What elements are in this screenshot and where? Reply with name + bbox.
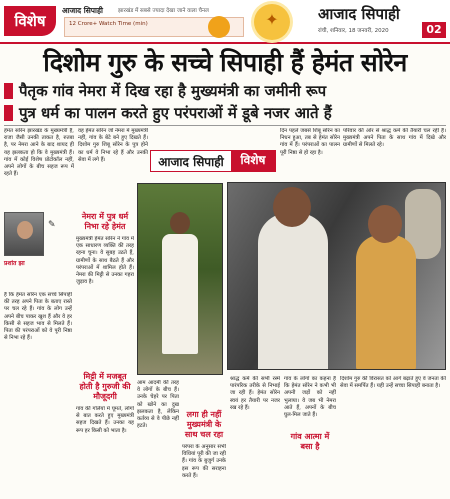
ad-strip: 12 Crore+ Watch Time (min)	[64, 17, 244, 37]
red-bullet-icon	[4, 83, 13, 99]
subhead-2	[4, 102, 446, 124]
author-name: प्रशांत झा	[4, 260, 25, 267]
photo-hemant-with-child	[227, 182, 446, 370]
red-bullet-icon	[4, 105, 13, 121]
article-column-5-bottom: गांव के लोगों का कहना है कि हेमंत सोरेन ने कभी भी अपनी जड़ों को नहीं भुलाया। वे जब भी नेमरा आते हैं, अपनों के बीच घुल-मिल जाते हैं।	[284, 376, 336, 419]
author-photo	[4, 212, 44, 256]
divider	[4, 125, 446, 126]
banner-red-label: विशेष	[231, 151, 275, 171]
article-column-1-top: हेमंत सोरेन झारखंड के मुख्यमंत्री हैं, राजा जैसी उनकी ताकत है, रुतबा है, पर नेमरा आने के बाद शायद ही यह झलकता हो कि वे मुख्यमंत्री हैं। गांव में कोई विशेष प्रोटोकॉल नहीं, अपने लोगों के बीच सहज रूप में रहते हैं।	[4, 128, 74, 178]
person-head	[170, 212, 190, 234]
ad-badge-icon	[208, 16, 230, 38]
article-column-3-bottom: परंपरा के अनुसार सभी विधियां पूरी की जा रही हैं। गांव के बुजुर्ग उनके इस रूप की सराहना करते हैं।	[182, 444, 226, 479]
photo-hemant-standing	[137, 183, 223, 375]
mini-brand: आजाद सिपाही	[62, 6, 103, 15]
article-column-2-bottom: गांव की गलियों में घूमते, लोगों से बात करते हुए मुख्यमंत्री सहज दिखते हैं। उनका यह रूप हर किसी को भाता है।	[76, 406, 134, 434]
article-column-3-mid: आम आदमी की तरह वे लोगों के बीच हैं। उनके चेहरे पर पिता को खोने का दुख झलकता है, लेकिन कर्तव्य से वे पीछे नहीं हटते।	[137, 380, 179, 430]
main-headline: दिशोम गुरु के सच्चे सिपाही हैं हेमंत सोरेन	[43, 48, 407, 77]
page-number: 02	[422, 22, 446, 38]
photo-child-head	[368, 205, 402, 243]
byline	[4, 212, 66, 290]
article-column-2-top: वह हेमंत सोरेन जो नेमरा में मुख्यमंत्री नहीं, गांव के बेटे बने हुए दिखते हैं। दिशोम गुरु शिबू सोरेन के पुत्र होने का धर्म वे निभा रहे हैं और उनकी सेवा में लगे हैं।	[78, 128, 148, 163]
article-column-4-bottom: श्राद्ध कर्म की सभी रस्में पारंपरिक तरीके से निभाई जा रही हैं। हेमंत सोरेन स्वयं हर तैयारी पर नजर रख रहे हैं।	[230, 376, 280, 411]
mini-tagline: झारखंड में सबसे ज्यादा देखा जाने वाला चैनल	[118, 8, 209, 14]
subhead-1	[4, 80, 446, 102]
section-tag: विशेष	[4, 6, 56, 36]
photo-child-figure	[356, 235, 416, 370]
subhead-2-text: पुत्र धर्म का पालन करते हुए परंपराओं में डूबे नजर आते हैं	[19, 104, 332, 122]
photo-man-figure	[258, 213, 328, 370]
article-column-3-top: दिन पहले जबसे शिबू सोरेन का निधन हुआ, तब से हेमंत सोरेन गांव में हैं। परंपराओं का पालन पूरी निष्ठा से हो रहा है।	[280, 128, 340, 156]
paper-name: आजाद सिपाही	[318, 5, 400, 23]
section-head-1: नेमरा में पुत्र धर्म निभा रहे हेमंत	[81, 212, 129, 231]
article-column-6-bottom: दिशोम गुरु की विरासत को आगे बढ़ाते हुए वे जनता की सेवा में समर्पित हैं। यही उन्हें सच्चा सिपाही बनाता है।	[340, 376, 446, 390]
article-column-2-mid: मुख्यमंत्री हेमंत सोरेन ने गांव में एक साधारण व्यक्ति की तरह रहना चुना। वे सुबह उठते हैं, ग्रामीणों के साथ बैठते हैं और परंपराओं में शामिल होते हैं। नेमरा की मिट्टी से उनका गहरा जुड़ाव है।	[76, 236, 134, 286]
person-body	[162, 234, 198, 354]
photo-man-head	[273, 187, 311, 227]
section-banner	[150, 150, 276, 172]
subhead-1-text: पैतृक गांव नेमरा में दिख रहा है मुख्यमंत्री का जमीनी रूप	[19, 82, 327, 100]
masthead	[0, 0, 450, 44]
article-column-4-top: परिवार की ओर से श्राद्ध कर्म की तैयारी चल रही है। मुख्यमंत्री अपने पिता के साथ गांव में दिखे और ग्रामीणों से मिलते रहे।	[343, 128, 446, 149]
dateline: रांची, शनिवार, 18 जनवरी, 2020	[318, 28, 389, 34]
lamp-icon	[254, 4, 290, 40]
section-head-4: गांव आत्मा में बसा है	[290, 432, 330, 451]
banner-text: आजाद सिपाही	[158, 154, 224, 169]
pen-icon: ✎	[48, 220, 56, 230]
section-head-3: लगा ही नहीं मुख्यमंत्री के साथ चल रहा	[184, 410, 224, 439]
section-head-2: मिट्टी में मजबूत होती है गुरुजी की मौजूदगी	[79, 372, 131, 401]
article-column-1-bottom: है कि हेमंत सोरेन एक सच्चे सिपाही की तरह अपने पिता के बताए रास्ते पर चल रहे हैं। गांव के लोग उन्हें अपने बीच पाकर खुश हैं और वे हर किसी से सहज भाव से मिलते हैं। पिता की परंपराओं को वे पूरी निष्ठा से निभा रहे हैं।	[4, 292, 72, 342]
